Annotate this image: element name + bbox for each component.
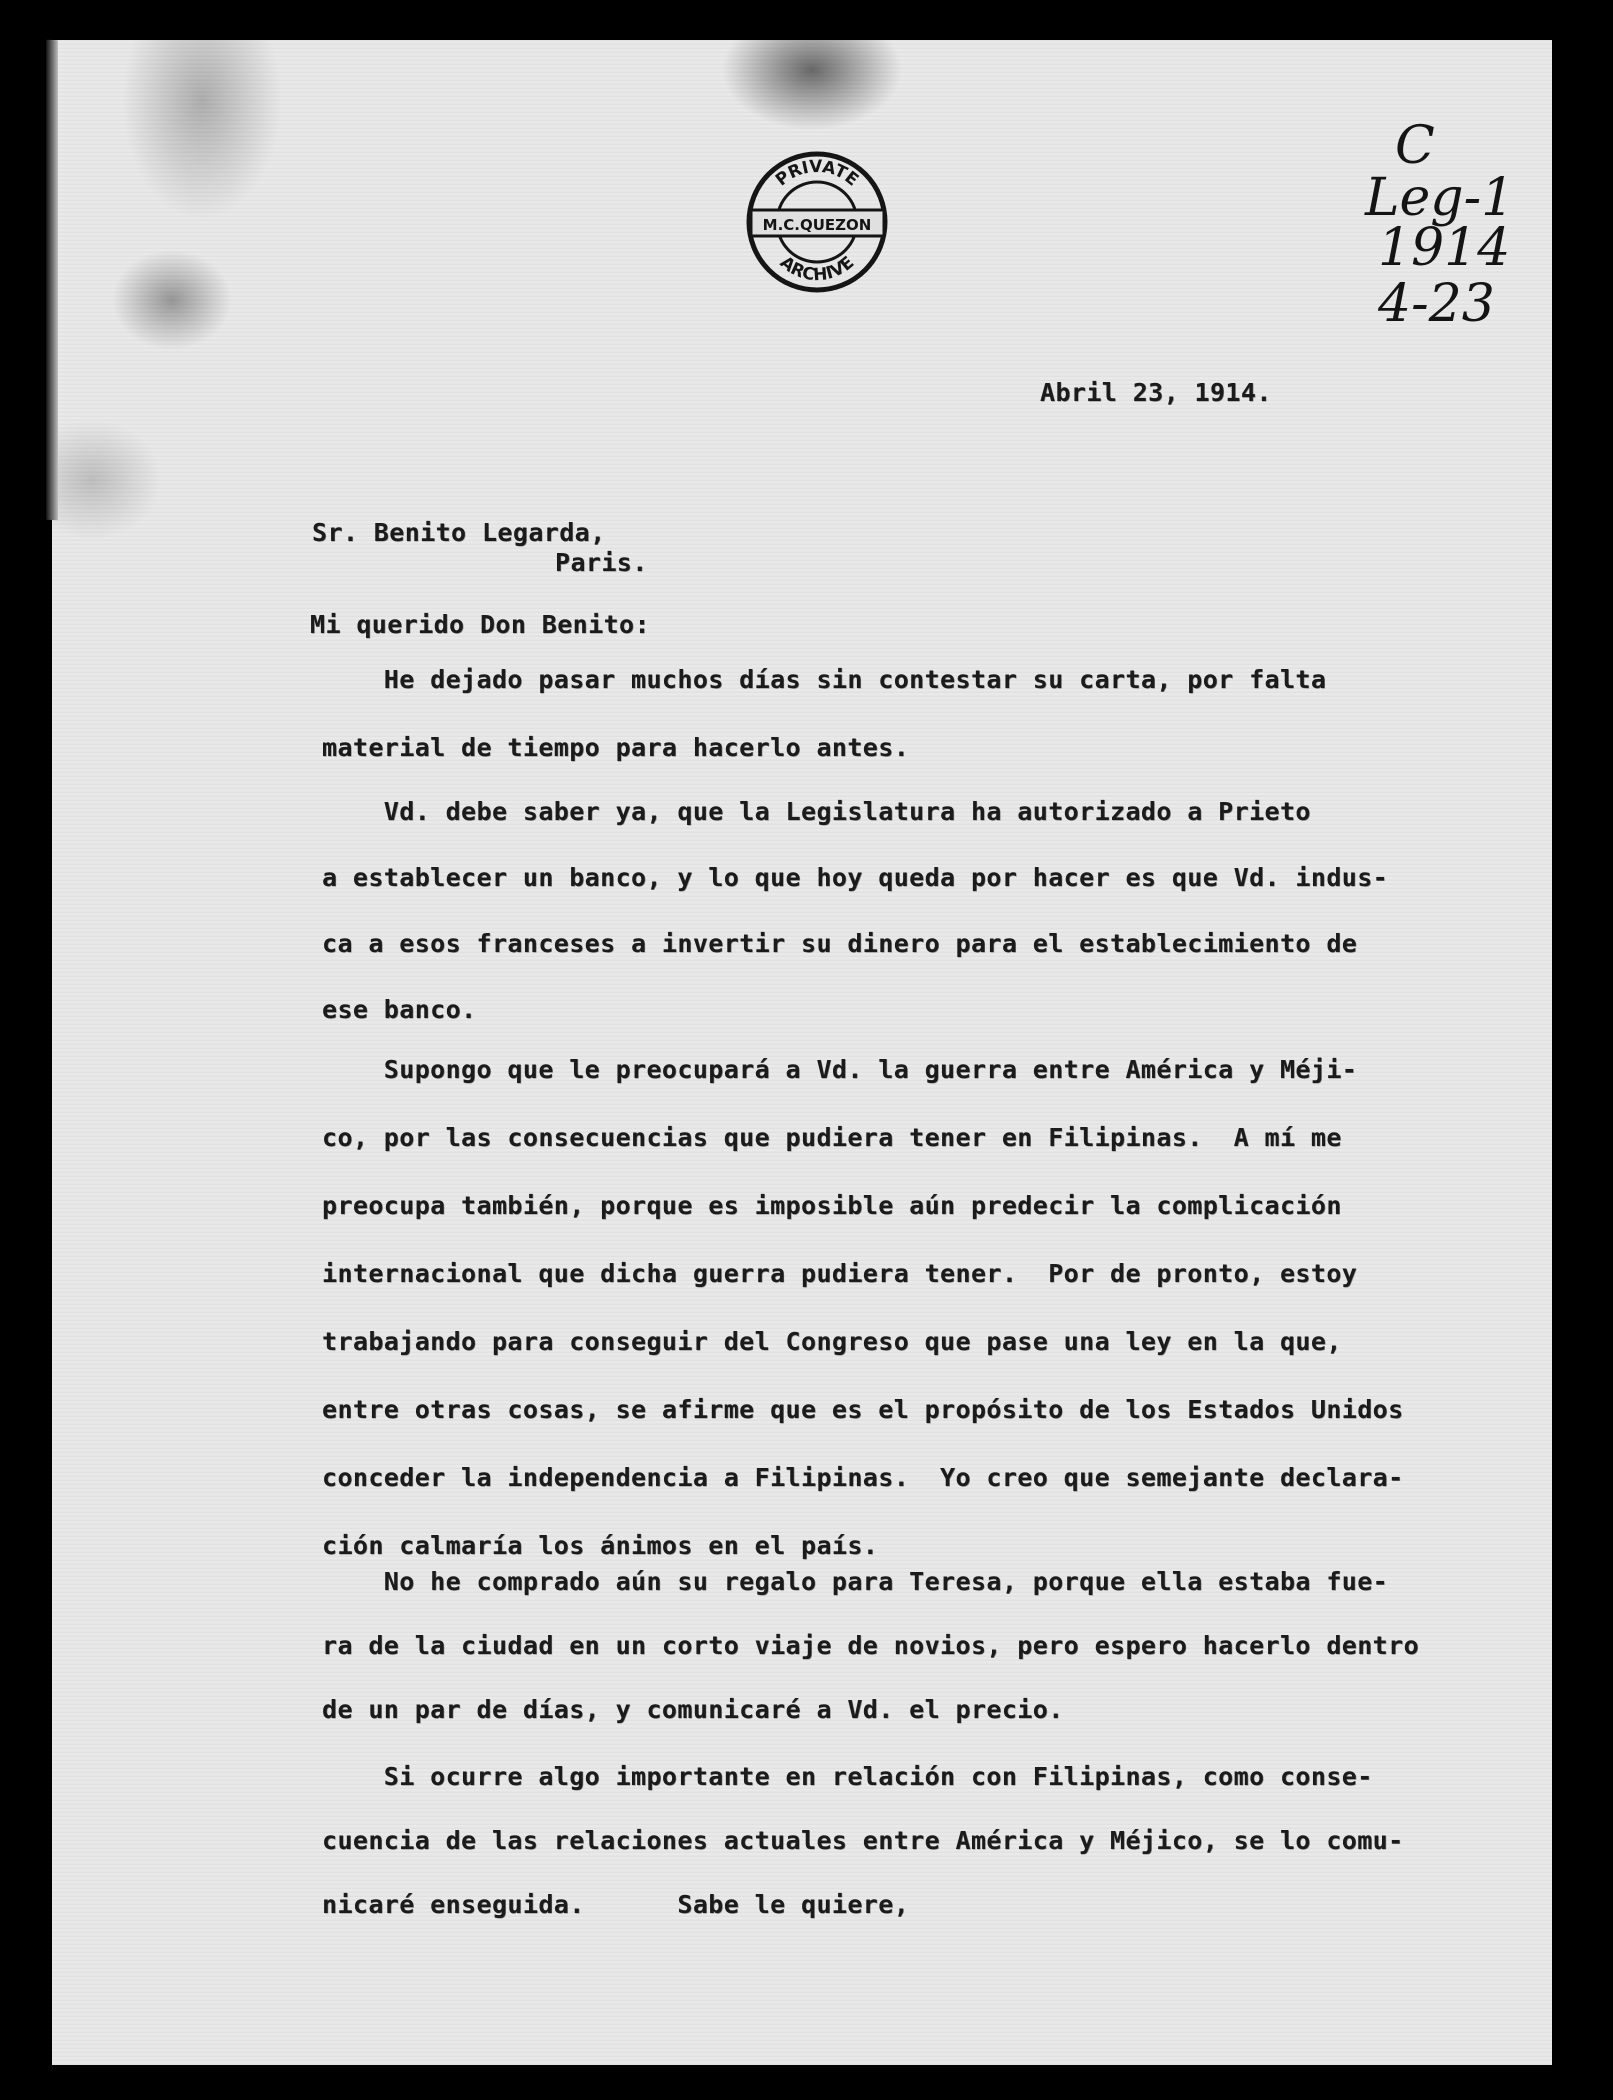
paragraph-line: Si ocurre algo importante en relación con Filipinas, como conse- <box>322 1762 1373 1791</box>
salutation: Mi querido Don Benito: <box>310 610 650 639</box>
recipient-name: Sr. Benito Legarda, <box>312 518 606 547</box>
handwritten-note-line-4: 4-23 <box>1378 274 1495 334</box>
paragraph-line: conceder la independencia a Filipinas. Yo creo que semejante declara- <box>322 1463 1404 1492</box>
archive-stamp <box>745 150 890 295</box>
paragraph-line: No he comprado aún su regalo para Teresa, porque ella estaba fue- <box>322 1567 1389 1596</box>
stamp-top-text: PRIVATE <box>771 156 863 191</box>
paragraph-line: nicaré enseguida. Sabe le quiere, <box>322 1890 910 1919</box>
paragraph-line: ca a esos franceses a invertir su dinero para el establecimiento de <box>322 929 1358 958</box>
paragraph-line: trabajando para conseguir del Congreso que pase una ley en la que, <box>322 1327 1342 1356</box>
handwritten-note-line-1: C <box>1395 116 1435 176</box>
stamp-bottom-text: ARCHIVE <box>775 252 859 286</box>
torn-paper-edge <box>46 40 58 520</box>
paragraph-line: ese banco. <box>322 995 477 1024</box>
paragraph-line: preocupa también, porque es imposible aún predecir la complicación <box>322 1191 1342 1220</box>
paragraph-line: Vd. debe saber ya, que la Legislatura ha autorizado a Prieto <box>322 797 1311 826</box>
paragraph-line: Supongo que le preocupará a Vd. la guerra entre América y Méji- <box>322 1055 1358 1084</box>
paragraph-line: cuencia de las relaciones actuales entre América y Méjico, se lo comu- <box>322 1826 1404 1855</box>
letter-date: Abril 23, 1914. <box>1040 378 1272 407</box>
paragraph-line: ción calmaría los ánimos en el país. <box>322 1531 879 1560</box>
paragraph-line: entre otras cosas, se afirme que es el propósito de los Estados Unidos <box>322 1395 1404 1424</box>
paragraph-line: He dejado pasar muchos días sin contestar su carta, por falta <box>322 665 1327 694</box>
handwritten-note-line-3: 1914 <box>1378 218 1511 278</box>
paragraph-line: de un par de días, y comunicaré a Vd. el precio. <box>322 1695 1064 1724</box>
paragraph-line: a establecer un banco, y lo que hoy queda por hacer es que Vd. indus- <box>322 863 1389 892</box>
recipient-city: Paris. <box>555 548 648 577</box>
paragraph-line: internacional que dicha guerra pudiera tener. Por de pronto, estoy <box>322 1259 1358 1288</box>
paragraph-line: ra de la ciudad en un corto viaje de novios, pero espero hacerlo dentro <box>322 1631 1420 1660</box>
paragraph-line: co, por las consecuencias que pudiera tener en Filipinas. A mí me <box>322 1123 1342 1152</box>
stamp-center-text: M.C.QUEZON <box>762 216 872 234</box>
handwritten-note-line-2: Leg-1 <box>1365 168 1515 228</box>
paragraph-line: material de tiempo para hacerlo antes. <box>322 733 910 762</box>
svg-text:ARCHIVE <box>776 253 858 286</box>
